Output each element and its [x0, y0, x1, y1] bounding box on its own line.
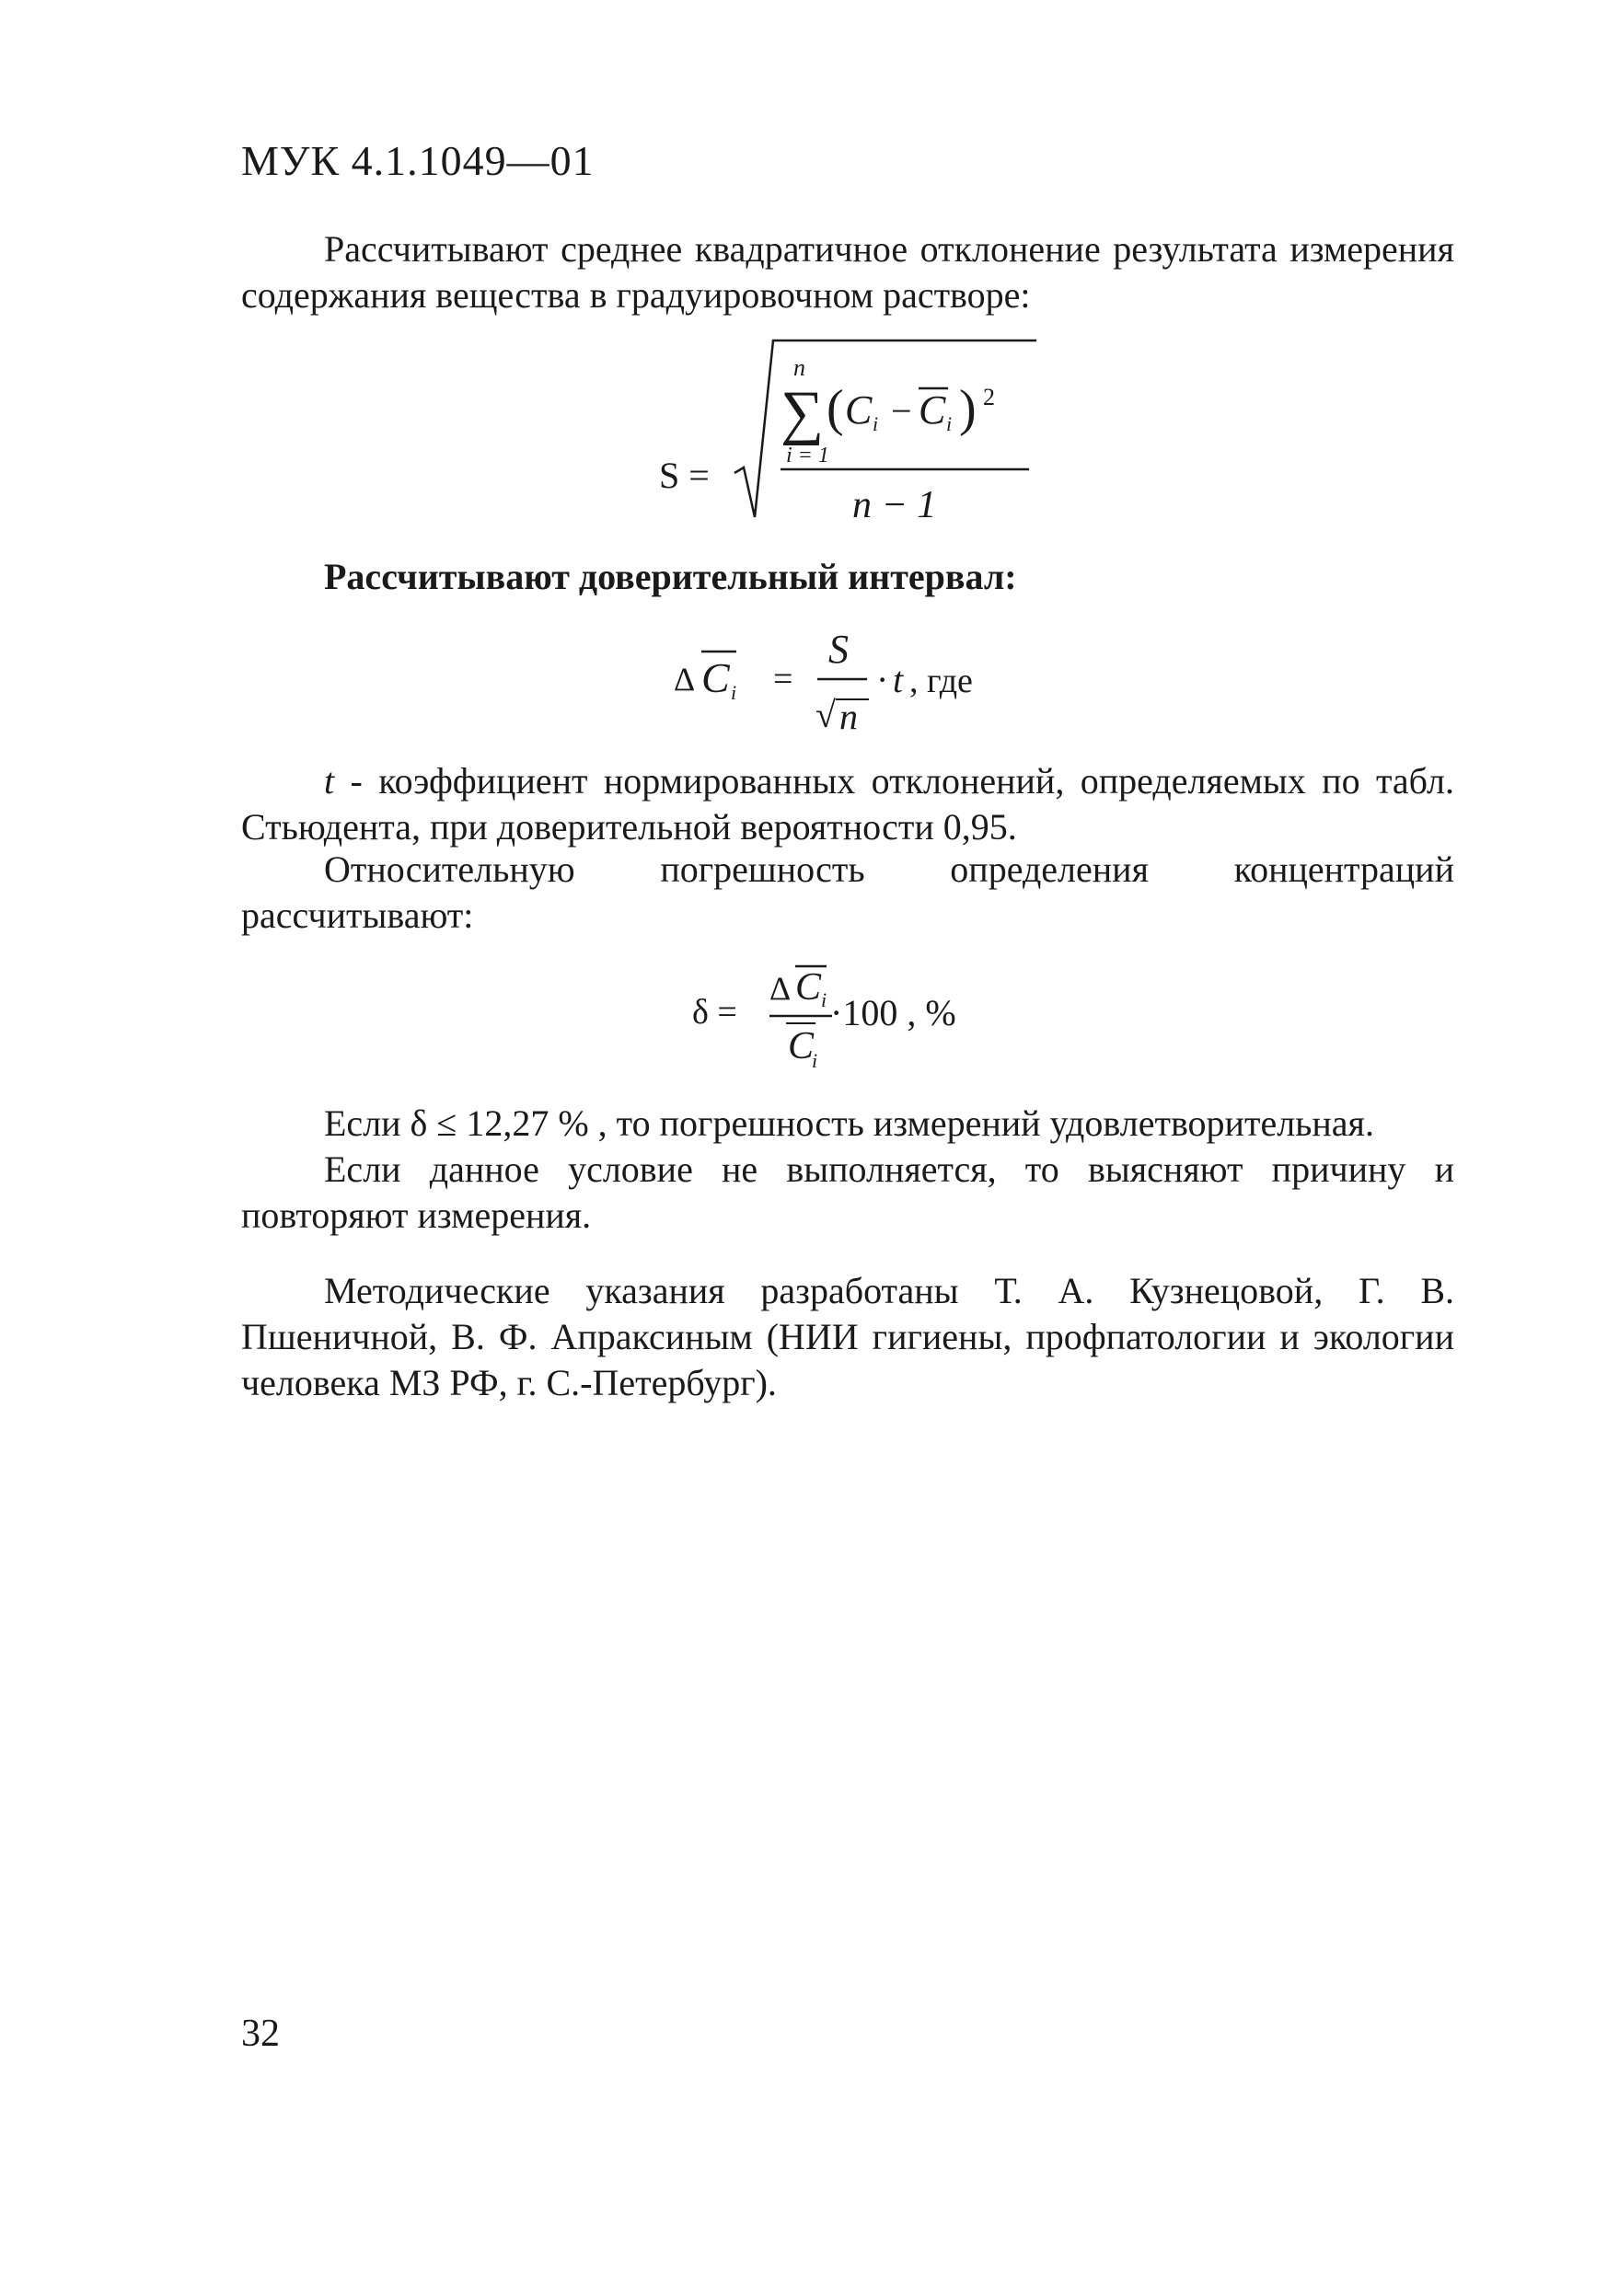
paragraph-std-deviation-intro: [241, 226, 1454, 318]
den-sub-i: i: [812, 1049, 818, 1072]
formula-standard-deviation: [659, 333, 1046, 545]
numerator-s: S: [828, 627, 849, 672]
document-code: МУК 4.1.1049—01: [241, 137, 595, 184]
den-var-c: C: [788, 1025, 815, 1067]
factor-t: t: [893, 659, 904, 700]
num-delta: Δ: [769, 970, 792, 1007]
num-sub-i: i: [821, 988, 827, 1011]
var-c: C: [845, 387, 873, 433]
paragraph-text: Если δ ≤ 12,27 % , то погрешность измерений удовлетворительная.: [324, 1102, 1374, 1144]
sum-symbol: ∑: [781, 379, 825, 446]
formula-confidence-interval: [674, 618, 1023, 756]
num-var-c: C: [795, 966, 822, 1009]
paragraph-text: Рассчитывают доверительный интервал:: [324, 556, 1017, 597]
paragraph-text: Рассчитывают среднее квадратичное отклонение результата измерения содержания вещества в градуировочном растворе:: [241, 228, 1454, 316]
var-c-mean: C: [919, 387, 946, 433]
formula-s-lhs: S =: [659, 455, 710, 496]
paragraph-t-coefficient: [241, 758, 1454, 850]
paragraph-text: Методические указания разработаны Т. А. Кузнецовой, Г. В. Пшеничной, В. Ф. Апраксиным (НИИ гигиены, профпатологии и экологии человека МЗ РФ, г. С.-Петербург).: [241, 1270, 1454, 1403]
minus-sign: −: [891, 390, 912, 432]
exponent: 2: [983, 384, 995, 410]
t-symbol: t: [324, 760, 335, 802]
sum-lower-limit: i = 1: [786, 444, 829, 467]
denominator: n − 1: [852, 484, 937, 526]
formula-delta-lhs: δ =: [692, 993, 737, 1032]
sub-i: i: [873, 412, 879, 435]
equals-sign: =: [773, 660, 793, 698]
var-c: C: [701, 654, 730, 701]
paragraph-text: - коэффициент нормированных отклонений, определяемых по табл. Стьюдента, при доверительной вероятности 0,95.: [241, 760, 1454, 848]
paragraph-relative-error-intro: [241, 847, 1454, 939]
right-paren: ): [959, 380, 977, 437]
sqrt-symbol-icon: √: [815, 694, 836, 735]
formula-suffix: ·100 , %: [830, 992, 956, 1033]
left-paren: (: [827, 380, 844, 437]
paragraph-text: Если данное условие не выполняется, то выясняют причину и повторяют измерения.: [241, 1148, 1454, 1236]
page-number: 32: [241, 2013, 280, 2055]
formula-relative-error: [692, 953, 1005, 1082]
paragraph-repeat-measurements: [241, 1147, 1454, 1239]
sub-i: i: [731, 681, 737, 704]
denominator-n: n: [839, 696, 858, 737]
paragraph-acceptance-criterion: [241, 1101, 1454, 1147]
times-dot: ·: [876, 659, 889, 700]
paragraph-authors: [241, 1268, 1454, 1406]
sub-i-mean: i: [946, 412, 953, 435]
sum-upper-limit: n: [793, 354, 805, 381]
formula-suffix: , где: [909, 662, 973, 700]
paragraph-text: Относительную погрешность определения концентраций рассчитывают:: [241, 848, 1454, 936]
delta-symbol: Δ: [674, 661, 696, 698]
paragraph-confidence-interval-intro: [241, 554, 1454, 600]
